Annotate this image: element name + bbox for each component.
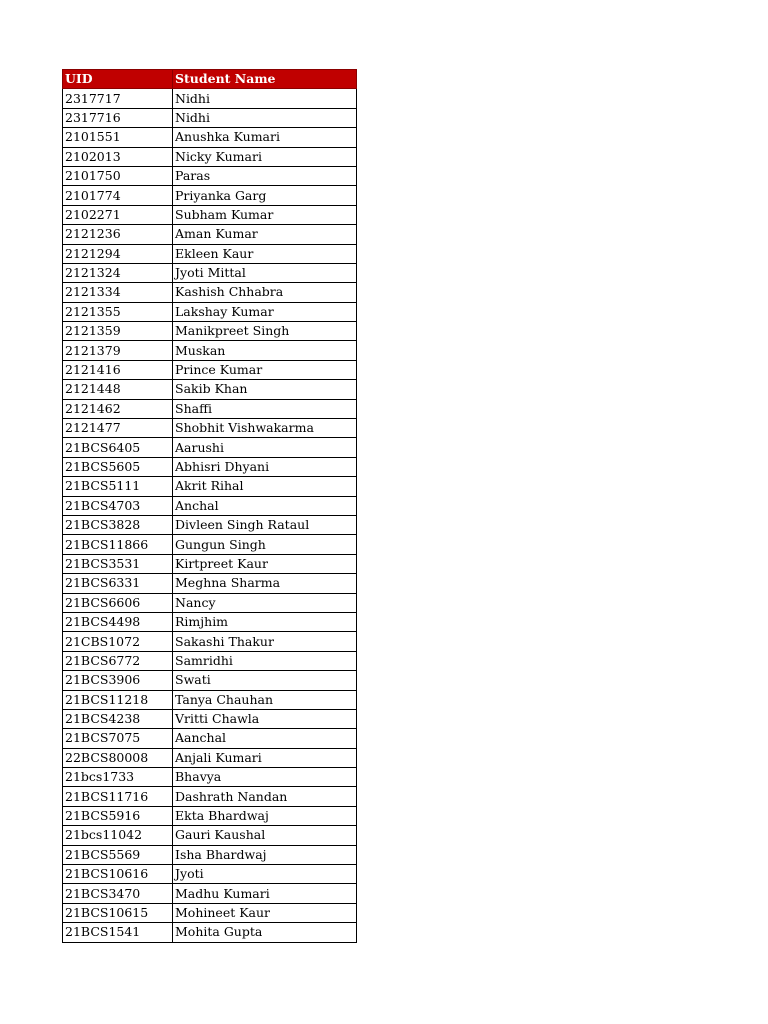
uid-cell: 21BCS7075 (63, 729, 173, 748)
table-row (63, 419, 357, 438)
student-name-cell: Akrit Rihal (173, 477, 357, 496)
uid-cell: 2101551 (63, 128, 173, 147)
uid-cell: 21BCS4498 (63, 612, 173, 631)
table-row (63, 108, 357, 127)
uid-cell: 2121334 (63, 283, 173, 302)
uid-cell: 21BCS6606 (63, 593, 173, 612)
header-student-name: Student Name (173, 70, 357, 89)
uid-cell: 2121359 (63, 322, 173, 341)
uid-cell: 21BCS3828 (63, 515, 173, 534)
table-row (63, 147, 357, 166)
uid-cell: 21BCS1541 (63, 923, 173, 942)
table-row (63, 690, 357, 709)
uid-cell: 21BCS5111 (63, 477, 173, 496)
table-row (63, 496, 357, 515)
uid-cell: 21BCS6405 (63, 438, 173, 457)
student-name-cell: Sakib Khan (173, 380, 357, 399)
student-name-cell: Dashrath Nandan (173, 787, 357, 806)
table-row (63, 225, 357, 244)
uid-cell: 21BCS6772 (63, 651, 173, 670)
student-name-cell: Nidhi (173, 108, 357, 127)
table-header-row (63, 70, 357, 89)
table-row (63, 826, 357, 845)
student-name-cell: Gungun Singh (173, 535, 357, 554)
table-row (63, 380, 357, 399)
uid-cell: 21bcs1733 (63, 768, 173, 787)
table-row (63, 535, 357, 554)
table-row (63, 457, 357, 476)
uid-cell: 2102013 (63, 147, 173, 166)
table-row (63, 554, 357, 573)
uid-cell: 21bcs11042 (63, 826, 173, 845)
student-name-cell: Vritti Chawla (173, 709, 357, 728)
student-name-cell: Mohita Gupta (173, 923, 357, 942)
student-name-cell: Nancy (173, 593, 357, 612)
table-row (63, 302, 357, 321)
uid-cell: 2121294 (63, 244, 173, 263)
student-name-cell: Swati (173, 671, 357, 690)
table-row (63, 865, 357, 884)
uid-cell: 22BCS80008 (63, 748, 173, 767)
student-table (62, 69, 357, 943)
table-row (63, 574, 357, 593)
table-row (63, 322, 357, 341)
uid-cell: 2101774 (63, 186, 173, 205)
student-name-cell: Manikpreet Singh (173, 322, 357, 341)
table-body (63, 89, 357, 942)
table-row (63, 884, 357, 903)
uid-cell: 2317716 (63, 108, 173, 127)
table-row (63, 360, 357, 379)
table-row (63, 166, 357, 185)
table-row (63, 341, 357, 360)
uid-cell: 2121379 (63, 341, 173, 360)
student-name-cell: Anchal (173, 496, 357, 515)
student-name-cell: Nidhi (173, 89, 357, 108)
student-name-cell: Madhu Kumari (173, 884, 357, 903)
table-row (63, 612, 357, 631)
student-name-cell: Isha Bhardwaj (173, 845, 357, 864)
table-row (63, 671, 357, 690)
student-name-cell: Ekleen Kaur (173, 244, 357, 263)
uid-cell: 2121355 (63, 302, 173, 321)
table-row (63, 128, 357, 147)
uid-cell: 2121236 (63, 225, 173, 244)
uid-cell: 2101750 (63, 166, 173, 185)
uid-cell: 2317717 (63, 89, 173, 108)
student-name-cell: Priyanka Garg (173, 186, 357, 205)
student-name-cell: Ekta Bhardwaj (173, 806, 357, 825)
student-name-cell: Aanchal (173, 729, 357, 748)
table-row (63, 186, 357, 205)
table-row (63, 263, 357, 282)
uid-cell: 21BCS5916 (63, 806, 173, 825)
table-row (63, 205, 357, 224)
student-name-cell: Mohineet Kaur (173, 903, 357, 922)
table-row (63, 748, 357, 767)
student-name-cell: Samridhi (173, 651, 357, 670)
student-name-cell: Aman Kumar (173, 225, 357, 244)
uid-cell: 21BCS3470 (63, 884, 173, 903)
student-name-cell: Abhisri Dhyani (173, 457, 357, 476)
student-name-cell: Tanya Chauhan (173, 690, 357, 709)
table-row (63, 399, 357, 418)
student-name-cell: Anushka Kumari (173, 128, 357, 147)
uid-cell: 21BCS3531 (63, 554, 173, 573)
table-row (63, 593, 357, 612)
uid-cell: 2121416 (63, 360, 173, 379)
header-uid: UID (63, 70, 173, 89)
table-row (63, 806, 357, 825)
uid-cell: 21BCS11866 (63, 535, 173, 554)
table-row (63, 89, 357, 108)
student-name-cell: Anjali Kumari (173, 748, 357, 767)
student-name-cell: Nicky Kumari (173, 147, 357, 166)
student-name-cell: Kirtpreet Kaur (173, 554, 357, 573)
student-name-cell: Divleen Singh Rataul (173, 515, 357, 534)
uid-cell: 2121324 (63, 263, 173, 282)
uid-cell: 2102271 (63, 205, 173, 224)
student-name-cell: Subham Kumar (173, 205, 357, 224)
student-name-cell: Kashish Chhabra (173, 283, 357, 302)
uid-cell: 21BCS3906 (63, 671, 173, 690)
student-name-cell: Gauri Kaushal (173, 826, 357, 845)
student-name-cell: Meghna Sharma (173, 574, 357, 593)
table-row (63, 477, 357, 496)
student-name-cell: Muskan (173, 341, 357, 360)
uid-cell: 21BCS10616 (63, 865, 173, 884)
table-row (63, 787, 357, 806)
uid-cell: 21BCS10615 (63, 903, 173, 922)
table-row (63, 709, 357, 728)
student-name-cell: Jyoti Mittal (173, 263, 357, 282)
uid-cell: 21BCS11218 (63, 690, 173, 709)
student-name-cell: Jyoti (173, 865, 357, 884)
table-row (63, 283, 357, 302)
student-name-cell: Sakashi Thakur (173, 632, 357, 651)
uid-cell: 21BCS6331 (63, 574, 173, 593)
student-name-cell: Bhavya (173, 768, 357, 787)
student-name-cell: Paras (173, 166, 357, 185)
table-row (63, 515, 357, 534)
student-name-cell: Shobhit Vishwakarma (173, 419, 357, 438)
table-row (63, 768, 357, 787)
table-row (63, 651, 357, 670)
table-row (63, 729, 357, 748)
uid-cell: 21CBS1072 (63, 632, 173, 651)
uid-cell: 21BCS5605 (63, 457, 173, 476)
table-row (63, 244, 357, 263)
table-row (63, 632, 357, 651)
student-name-cell: Shaffi (173, 399, 357, 418)
student-name-cell: Aarushi (173, 438, 357, 457)
table-row (63, 903, 357, 922)
uid-cell: 21BCS4703 (63, 496, 173, 515)
student-name-cell: Lakshay Kumar (173, 302, 357, 321)
uid-cell: 2121477 (63, 419, 173, 438)
uid-cell: 2121448 (63, 380, 173, 399)
student-name-cell: Prince Kumar (173, 360, 357, 379)
uid-cell: 21BCS5569 (63, 845, 173, 864)
uid-cell: 21BCS4238 (63, 709, 173, 728)
student-name-cell: Rimjhim (173, 612, 357, 631)
uid-cell: 21BCS11716 (63, 787, 173, 806)
uid-cell: 2121462 (63, 399, 173, 418)
table-row (63, 438, 357, 457)
table-row (63, 845, 357, 864)
table-row (63, 923, 357, 942)
